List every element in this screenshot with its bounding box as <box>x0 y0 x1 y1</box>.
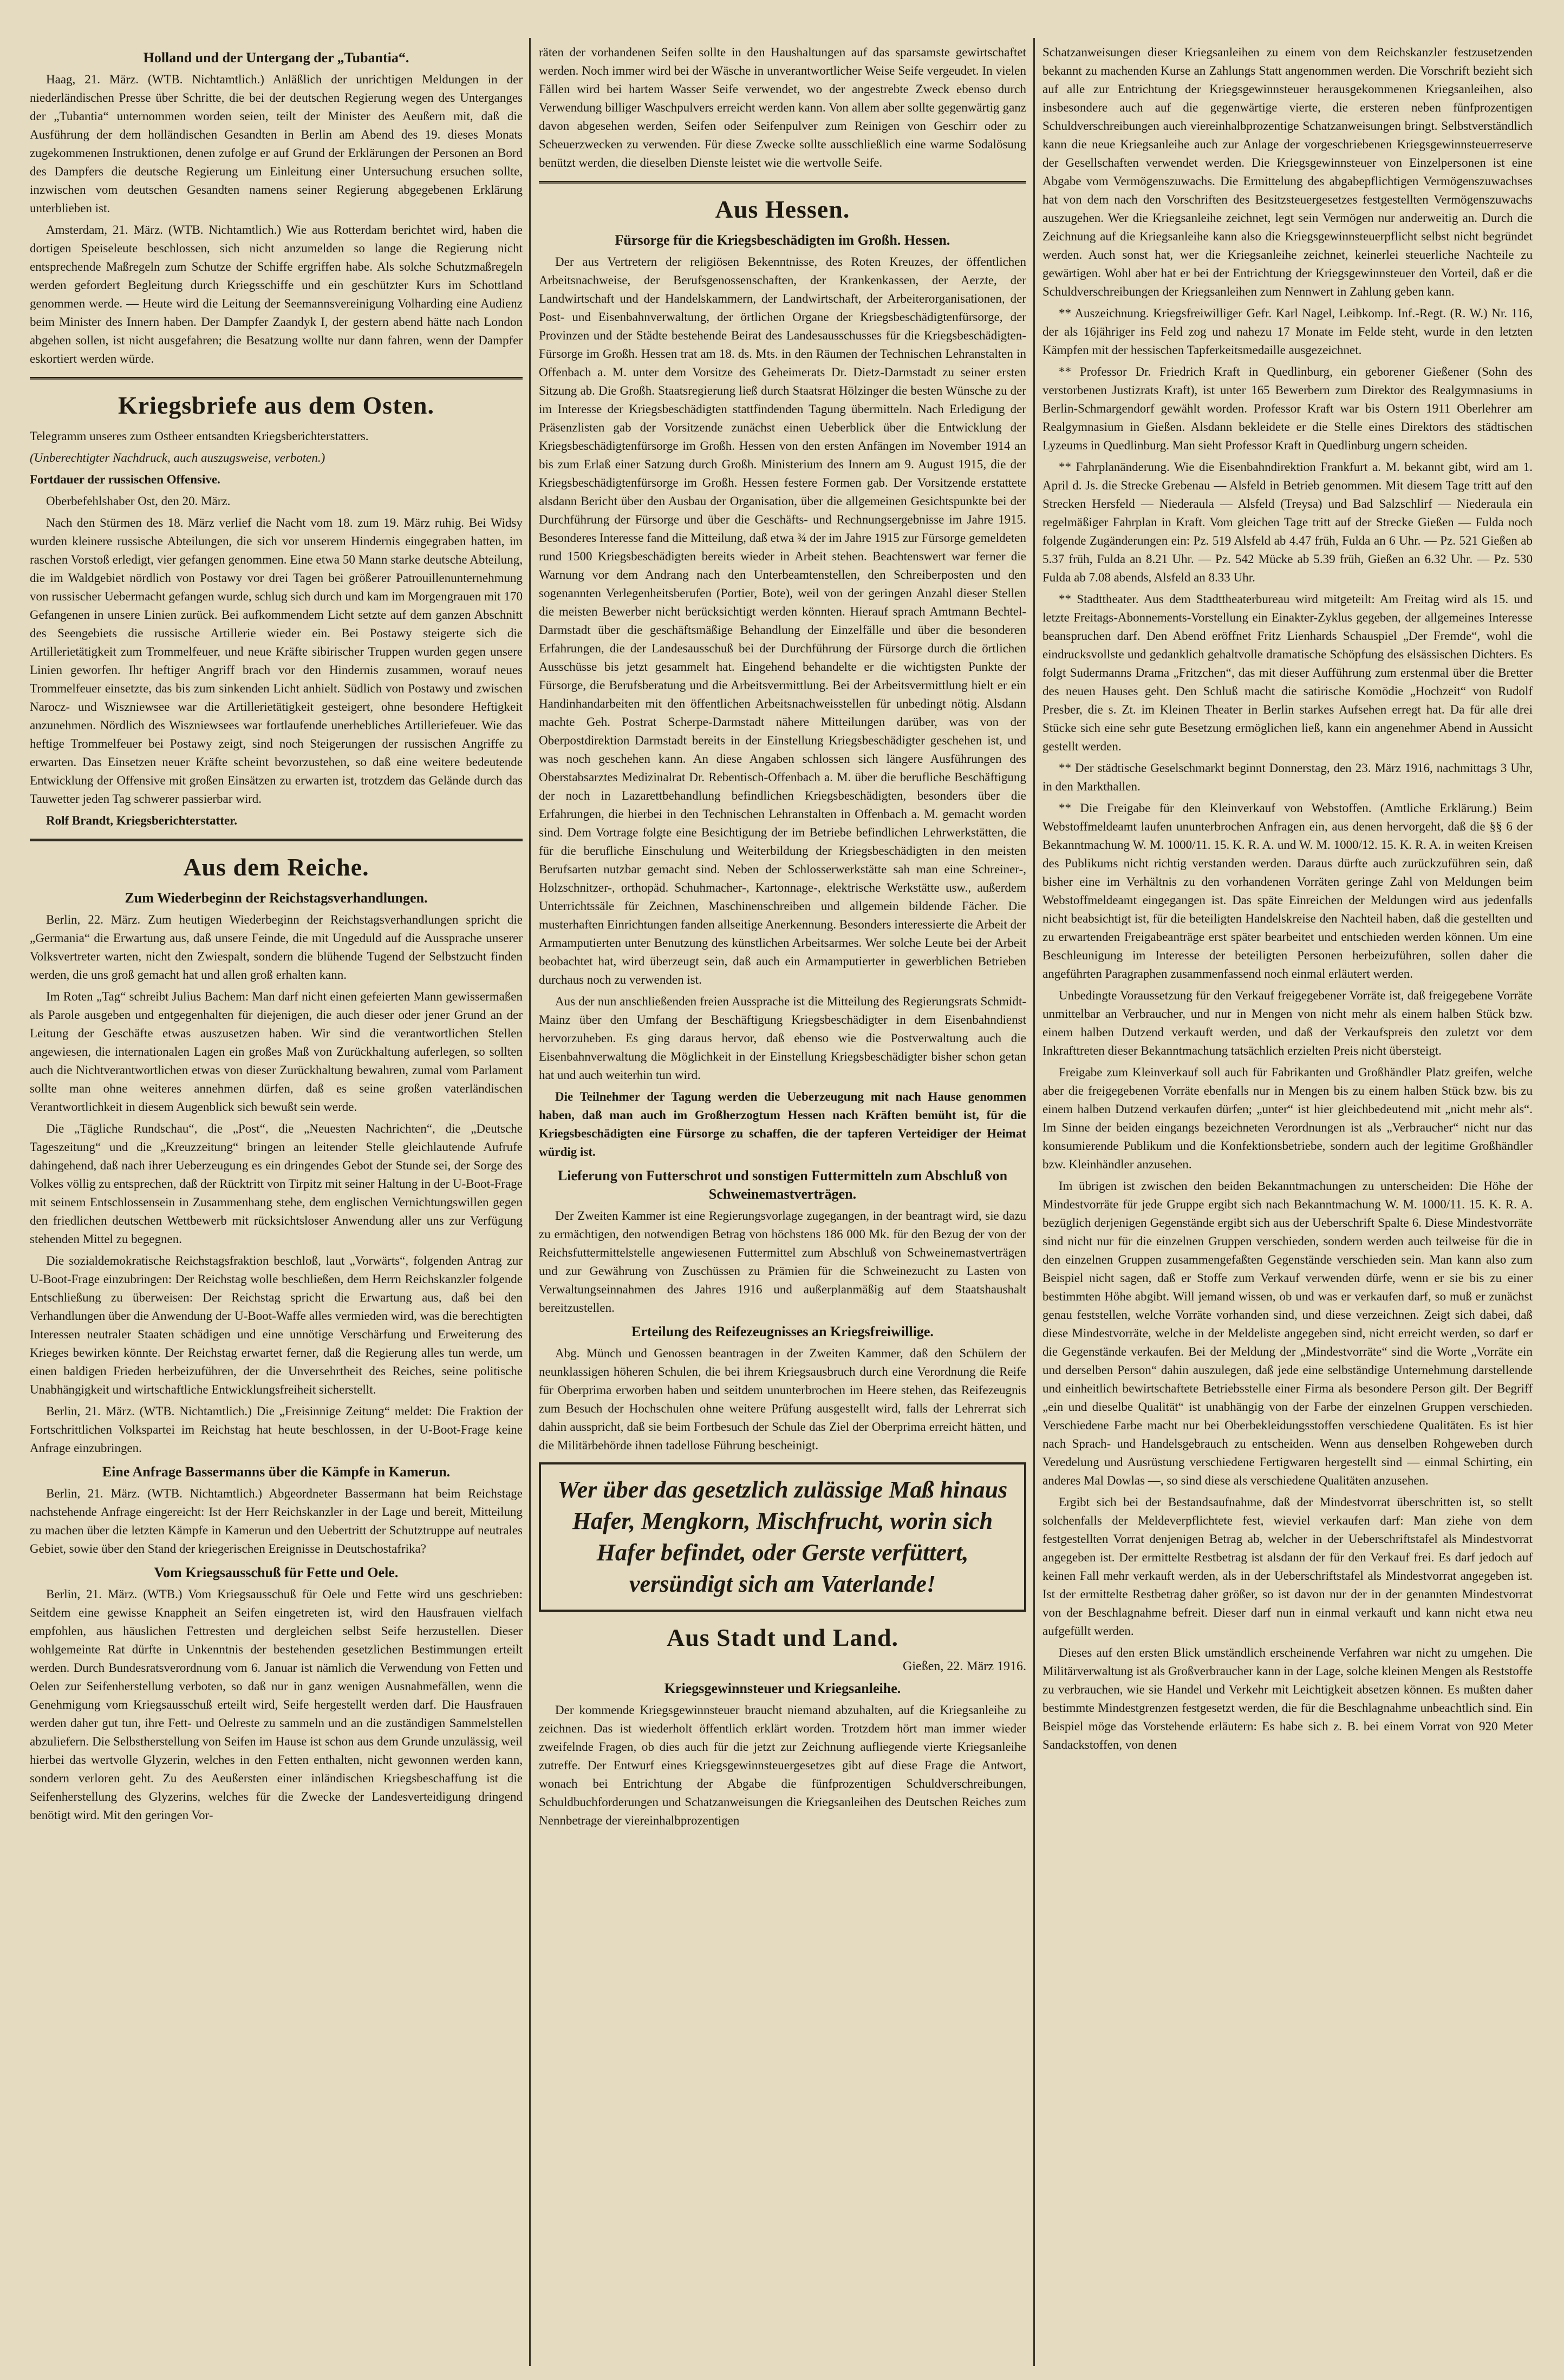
subheading: Eine Anfrage Bassermanns über die Kämpfe in Kamerun. <box>102 1464 451 1480</box>
article-paragraph: Haag, 21. März. (WTB. Nichtamtlich.) Anläßlich der unrichtigen Meldungen in der niederländischen Presse über Schritte, die bei der deutschen Regierung wegen des Unterganges der „Tubantia“ unternommen worden seien, teilt der Minister des Aeußern mit, daß die Ausführung der dem holländischen Gesandten in Berlin am Abend des 19. dieses Monats zugekommenen Instruktionen, denen zufolge er auf Grund der Erklärungen der Personen an Bord des Dampfers die deutsche Regierung um Einleitung einer Untersuchung ersuchen sollte, inzwischen vom deutschen Gesandten namens seiner Regierung abgegebenen Erklärung unterblieben ist. <box>30 73 523 215</box>
news-item: Im übrigen ist zwischen den beiden Bekanntmachungen zu unterscheiden: Die Höhe der Mindestvorräte für jede Gruppe ergibt sich nach Bekanntmachung W. M. 1000/11. 15. K. R. A. bezüglich derjenigen Gegenstände ergibt sich aus der Ueberschrift Spalte 6. Diese Mindestvorräte sind nicht nur für die einzelnen Gruppen verschieden, sondern werden auch teilweise für die in den einzelnen Gruppen zusammengefaßten Gegenstände verschieden sein. Man kann also zum Beispiel nicht sagen, daß er Stoffe zum Verkauf verwenden dürfe, wenn er sie bis zu einer bestimmten Höhe abgibt. Will jemand wissen, ob und was er verkaufen darf, so muß er zunächst genau feststellen, welche Vorräte vorhanden sind, und diese verzeichnen. Zeigt sich dabei, daß diese Mindestvorräte, welche in der Meldeliste angegeben sind, nicht erreicht werden, so darf er die Gegenstände verkaufen. Bei der Meldung der „Mindestvorräte“ sind die Worte „Vorräte ein und derselben Person“ dahin auszulegen, daß jede eine selbständige Unternehmung darstellende und einheitlich bewirtschaftete Betriebsstelle einer Firma als besondere Person gilt. Der Begriff „ein und dieselbe Qualität“ ist unabhängig von der Farbe der einzelnen Gruppen verschieden. Verschiedene Farbe macht nur bei Oberbekleidungsstoffen verschiedene Qualitäten. Es ist hier nach Sprach- und Handelsgebrauch zu entscheiden. Wenn aus denselben Rohgeweben durch Veredelung und Ausrüstung verschiedene Fertigwaren hergestellt sind — einmal Schirting, ein anderes Mal Dowlas —, so sind diese als verschiedene Qualitäten anzusehen. <box>1042 1179 1533 1487</box>
subheading: Fürsorge für die Kriegsbeschädigten im Großh. Hessen. <box>615 232 950 248</box>
article-paragraph: Berlin, 21. März. (WTB.) Vom Kriegsausschuß für Oele und Fette wird uns geschrieben: Seitdem eine gewisse Knappheit an Seifen eingetreten ist, wird den Hausfrauen vielfach empfohlen, aus häuslichen Fettresten und dergleichen selbst Seife herzustellen. Dieser wohlgemeinte Rat dürfte in Unkenntnis der bestehenden gesetzlichen Bestimmungen erteilt werden. Durch Bundesratsverordnung vom 6. Januar ist nämlich die Verwendung von Fetten und Oelen zur Seifenherstellung verboten, so daß nur in ganz wenigen Ausnahmefällen, wenn die Genehmigung vom Kriegsausschuß erteilt wird, Seife hergestellt werden darf. Die Hausfrauen werden daher gut tun, ihre Fett- und Oelreste zu sammeln und an die zuständigen Sammelstellen abzuliefern. Die Selbstherstellung von Seifen im Hause ist schon aus dem Grunde unzulässig, weil hierbei das wertvolle Glyzerin, welches in den Fetten enthalten, nicht gewonnen werden kann, sondern verloren geht. Zu des Aeußersten einer inländischen Kriegsbeschaffung ist die Seifenherstellung des Glyzerins, welches für die Zwecke der Landesverteidigung dringend benötigt wird. Mit den geringen Vor- <box>30 1587 523 1822</box>
article-paragraph: Die „Tägliche Rundschau“, die „Post“, die „Neuesten Nachrichten“, die „Deutsche Tageszeitung“ und die „Kreuzzeitung“ bringen an leitender Stelle gleichlautende Aufrufe dahingehend, daß nach ihrer Ueberzeugung es ein dringendes Gebot der Stunde sei, der Sorge des Volkes völlig zu entsprechen, daß der Rücktritt von Tirpitz mit seiner Haltung in der U-Boot-Frage mit seinem Entschlossensein in Zusammenhang stehe, dem englischen Vernichtungswillen gegen den friedlichen deutschen Wettbewerb mit rücksichtsloser Anwendung aller uns zur Verfügung stehenden Mittel zu begegnen. <box>30 1122 523 1246</box>
subheading: Lieferung von Futterschrot und sonstigen Futtermitteln zum Abschluß von Schweinemastverträgen. <box>557 1168 1008 1202</box>
article-paragraph: Schatzanweisungen dieser Kriegsanleihen zu einem von dem Reichskanzler festzusetzenden bekannt zu machenden Kurse an Zahlungs Statt angenommen werden. Die Vorschrift bezieht sich auf alle zur Entrichtung der Kriegsgewinnsteuer herausgekommenen Kriegsanleihen, also insbesondere auch auf die gegenwärtige vierte, die ersteren neben fünfprozentigen Schuldverschreibungen auch viereinhalbprozentige Schatzanweisungen bringt. Selbstverständlich kann die neue Kriegsanleihe auch zur Anlage der vorgeschriebenen Kriegsgewinnsteuerreserve der Gesellschaften verwendet werden. Die Kriegsgewinnsteuer von Einzelpersonen ist eine Abgabe vom Vermögenszuwachs. Die Ermittelung des abgabepflichtigen Vermögenszuwachses hat von dem nach den Vorschriften des Besitzsteuergesetzes festgestellten Vermögenszuwachs auszugehen. Wer die Kriegsanleihe zeichnet, legt sein Vermögen nur anderweitig an. Durch die Zeichnung auf die Kriegsanleihe kann also die Kriegsgewinnsteuerpflicht selbst nicht begründet werden. Auch sonst hat, wer die Kriegsanleihe zeichnet, keinerlei steuerliche Nachteile zu gewärtigen. Wohl aber hat er bei der Entrichtung der Kriegsgewinnsteuer den Vorteil, daß er die Schuldverschreibungen der Kriegsanleihen zum Nennwert in Zahlung geben kann. <box>1042 45 1533 298</box>
section-divider <box>30 839 523 841</box>
news-item: ** Auszeichnung. Kriegsfreiwilliger Gefr. Karl Nagel, Leibkomp. Inf.-Regt. (R. W.) Nr. 116, der als 16jähriger ins Feld zog und nahezu 17 Monate im Felde steht, wurde in den letzten Kämpfen mit der hessischen Tapferkeitsmedaille ausgezeichnet. <box>1042 306 1533 357</box>
article-paragraph: Abg. Münch und Genossen beantragen in der Zweiten Kammer, daß den Schülern der neunklassigen höheren Schulen, die bei ihrem Kriegsausbruch durch eine Verordnung die Reife für Oberprima erworben haben und seitdem ununterbrochen im Heere stehen, das Reifezeugnis zum Besuch der Hochschulen ohne weitere Prüfung ausgestellt wird, falls der Lehrerrat sich dahin ausspricht, daß sie beim Fortbesuch der Schule das Ziel der Oberprima erreicht hätten, und die Militärbehörde ihnen tadellose Führung bescheinigt. <box>539 1346 1026 1452</box>
column-3 <box>1042 43 1533 2366</box>
article-paragraph: Nach den Stürmen des 18. März verlief die Nacht vom 18. zum 19. März ruhig. Bei Widsy wurden kleinere russische Abteilungen, die sich vor unserem Hindernis eingegraben hatten, im raschen Vorstoß erledigt, vier gefangen genommen. Eine etwa 50 Mann starke deutsche Abteilung, die im Waldgebiet nördlich von Postawy vor drei Tagen bei größerer Patrouillenunternehmung von russischer Uebermacht gefangen wurde, schlug sich durch und kam im Morgengrauen mit 170 Gefangenen in unsere Linien zurück. Bei aufkommendem Licht setzte auf dem ganzen Abschnitt des Seengebiets die russische Artillerie wieder ein. Bei Postawy steigerte sich die Artillerietätigkeit zum Trommelfeuer, und neue Kräfte sibirischer Truppen wurden gegen unsere Linien geworfen. Ihr heftiger Angriff brach vor den Hindernis zusammen, worauf neues Trommelfeuer einsetzte, das bis zum sinkenden Licht anhielt. Südlich von Postawy und zwischen Narocz- und Wiszniewsee war die Artillerietätigkeit gesteigert, ohne besondere Heftigkeit anzunehmen. Nördlich des Wiszniewsees war fortlaufende unerhebliches Artilleriefeuer. Wie das heftige Trommelfeuer bei Postawy zeigt, sind noch Steigerungen der russischen Angriffe zu erwarten. Das Einsetzen neuer Kräfte scheint bevorzustehen, so daß eine weitere bedeutende Entwicklung der Offensive mit großen Einsätzen zu erwarten ist, trotzdem das Gelände durch das Tauwetter jeden Tag schwerer passierbar wird. <box>30 516 523 806</box>
article-paragraph: räten der vorhandenen Seifen sollte in den Haushaltungen auf das sparsamste gewirtschaftet werden. Noch immer wird bei der Wäsche in unverantwortlicher Weise Seife vergeudet. In vielen Fällen wird bei hartem Wasser Seife verwendet, wo der angestrebte Zweck ebenso durch Verwendung billiger Waschpulvers erreicht werden kann. Von allem aber sollte gegenwärtig ganz davon abgesehen werden, Seifen oder Seifenpulver zum Reinigen von Geschirr oder zu Scheuerzwecken zu verwenden. Für diese Zwecke sollte ausschließlich eine warme Sodalösung benützt werden, die dieselben Dienste leistet wie die wertvolle Seife. <box>539 45 1026 169</box>
article-paragraph: Der Zweiten Kammer ist eine Regierungsvorlage zugegangen, in der beantragt wird, sie dazu zu ermächtigen, den notwendigen Betrag von höchstens 186 000 Mk. für den Bezug der von der Reichsfuttermittelstelle angewiesenen Futtermittel zum Abschluß von Schweinemastverträgen und zur Gewährung von Zuschüssen zu Prämien für die Schweinezucht zu Lasten von Verwaltungseinnahmen des Jahres 1916 und außerplanmäßig auf dem Staatshaushalt bereitzustellen. <box>539 1209 1026 1315</box>
column-2 <box>539 43 1026 2366</box>
boxed-notice: Wer über das gesetzlich zulässige Maß hinaus Hafer, Mengkorn, Mischfrucht, worin sich Hafer befindet, oder Gerste verfüttert, versündigt sich am Vaterlande! <box>539 1462 1026 1612</box>
news-item: Ergibt sich bei der Bestandsaufnahme, daß der Mindestvorrat überschritten ist, so stellt solchenfalls der Meldeverpflichtete fest, wieviel verkaufen darf: Man ziehe von dem festgestellten Vorrat denjenigen Betrag ab, welcher in der Ueberschriftstafel als Mindestvorrat angegeben ist. Der ermittelte Restbetrag ist alsdann der für den Verkauf frei. Es darf jedoch auf keinen Fall mehr verkauft werden, als in der Ueberschriftstafel als Mindestvorrat angegeben ist. Ist der ermittelte Restbetrag daher größer, so ist davon nur der in der genannten Mindestvorrat von der Beschlagnahme befreit. Dieser darf nun in einmal verkauft und kann nicht etwa neu aufgefüllt werden. <box>1042 1495 1533 1638</box>
news-item: ** Professor Dr. Friedrich Kraft in Quedlinburg, ein geborener Gießener (Sohn des verstorbenen Justizrats Kraft), ist unter 165 Bewerbern zum Direktor des Realgymnasiums in Berlin-Schmargendorf gewählt worden. Professor Kraft war bis Ostern 1911 Oberlehrer am Realgymnasium in Gießen. Alsdann bekleidete er die Stelle eines Direktors des städtischen Lyzeums in Quedlinburg. Man sieht Professor Kraft in Quedlinburg ungern scheiden. <box>1042 365 1533 452</box>
article-paragraph: Der kommende Kriegsgewinnsteuer braucht niemand abzuhalten, auf die Kriegsanleihe zu zeichnen. Das ist wiederholt öffentlich erklärt worden. Trotzdem hört man immer wieder zweifelnde Fragen, ob dies auch für die jetzt zur Zeichnung aufliegende vierte Kriegsanleihe zutreffe. Der Entwurf eines Kriegsgewinnsteuergesetzes gibt auf diese Frage die Antwort, wonach bei Entrichtung der Abgabe die fünfprozentigen Schuldverschreibungen, Schuldbuchforderungen und Schatzanweisungen die Kriegsanleihen des Deutschen Reiches zum Nennbetrage der viereinhalbprozentigen <box>539 1703 1026 1827</box>
subheading: (Unberechtigter Nachdruck, auch auszugsweise, verboten.) <box>30 451 325 465</box>
news-item: ** Stadttheater. Aus dem Stadttheaterbureau wird mitgeteilt: Am Freitag wird als 15. und letzte Freitags-Abonnements-Vorstellung ein Einakter-Zyklus gegeben, der allgemeines Interesse beanspruchen darf. Den Abend eröffnet Fritz Lienhards Schauspiel „Der Fremde“, wohl die eindrucksvollste und gedanklich gehaltvolle dramatische Schöpfung des elsässischen Dichters. Es folgt Sudermanns Drama „Fritzchen“, das mit dieser Aufführung zum erstenmal über die Bretter des neuen Hauses geht. Den Schluß macht die satirische Komödie „Hochzeit“ von Rudolf Presber, die s. Zt. im Kleinen Theater in Berlin starkes Aufsehen erregt hat. Da für alle drei Stücke sich eine sehr gute Besetzung ermöglichen ließ, kann ein angenehmer Abend in Aussicht gestellt werden. <box>1042 592 1533 753</box>
article-heading-holland: Holland und der Untergang der „Tubantia“. <box>143 50 409 66</box>
article-paragraph: Amsterdam, 21. März. (WTB. Nichtamtlich.) Wie aus Rotterdam berichtet wird, haben die dortigen Speiseleute beschlossen, sich nicht anzumelden so lange die Regierung nicht entsprechende Maßregeln zum Schutze der Schiffe ergriffen habe. Als solche Schutzmaßregeln werden gefordert Begleitung durch Kriegsschiffe und ein geschützter Kurs im Schottland genommen werde. — Heute wird die Leitung der Seemannsvereinigung Volharding eine Audienz beim Minister des Innern haben. Der Dampfer Zaandyk I, der gestern abend hätte nach London abgehen sollen, ist nicht ausgefahren; die Besatzung wollte nur dann fahren, wenn der Dampfer eskortiert werden würde. <box>30 223 523 365</box>
subheading: Vom Kriegsausschuß für Fette und Oele. <box>154 1565 399 1580</box>
article-paragraph: Berlin, 22. März. Zum heutigen Wiederbeginn der Reichstagsverhandlungen spricht die „Germania“ die Erwartung aus, daß unsere Feinde, die mit Ungeduld auf die Aussprache unserer Volksvertreter warten, nicht den Zwiespalt, sondern die blühende Tugend der Selbstzucht finden werden, die uns groß gemacht hat und allen groß erhalten kann. <box>30 913 523 982</box>
subheading: Fortdauer der russischen Offensive. <box>30 473 220 486</box>
news-item: ** Der städtische Geselschmarkt beginnt Donnerstag, den 23. März 1916, nachmittags 3 Uhr, in den Markthallen. <box>1042 761 1533 793</box>
subheading: Zum Wiederbeginn der Reichstagsverhandlungen. <box>125 890 428 906</box>
dateline: Gießen, 22. März 1916. <box>903 1659 1026 1673</box>
section-heading-hessen: Aus Hessen. <box>715 195 850 223</box>
article-paragraph: Die Teilnehmer der Tagung werden die Ueberzeugung mit nach Hause genommen haben, daß man auch im Großherzogtum Hessen nach Kräften bemüht ist, für die Kriegsbeschädigten eine Fürsorge zu schaffen, die der tapferen Verteidiger der Heimat würdig ist. <box>539 1090 1026 1159</box>
article-paragraph: Der aus Vertretern der religiösen Bekenntnisse, des Roten Kreuzes, der öffentlichen Arbeitsnachweise, der Berufsgenossenschaften, der Krankenkassen, der Aerzte, der Landwirtschaft und der Handelskammern, der Landwirtschaft, der Arbeiterorganisationen, der Post- und Eisenbahnverwaltung, der örtlichen Organe der Kriegsbeschädigtenfürsorge, der Provinzen und der Städte bestehende Beirat des Landesausschusses für die Kriegsbeschädigten-Fürsorge im Großh. Hessen trat am 18. ds. Mts. in den Räumen der Technischen Lehranstalten in Offenbach a. M. unter dem Vorsitze des Geheimerats Dr. Dietz-Darmstadt zu seiner ersten Sitzung ab. Die Großh. Staatsregierung ließ durch Staatsrat Hölzinger die besten Wünsche zu der im Interesse der Kriegsbeschädigten stattfindenden Tagung übermitteln. Nach Erledigung der Präsenzlisten gab der Vorsitzende zunächst einen Ueberblick über die Entwicklung der Kriegsbeschädigtenfürsorge im Großh. Hessen von den ersten Anfängen im November 1914 an bis zum Erlaß einer Satzung durch Großh. Ministerium des Innern am 9. August 1915, die der Kriegsbeschädigtenfürsorge im Großh. Hessen festere Formen gab. Der Vorsitzende erstattete alsdann Bericht über den Ausbau der Organisation, über die allgemeinen Gesichtspunkte bei der Durchführung der Fürsorge und über die Geschäfts- und Rechnungsergebnisse im Jahre 1915. Besonderes Interesse fand die Mitteilung, daß etwa ¾ der im Jahre 1915 zur Fürsorge gemeldeten rund 1500 Kriegsbeschädigten bereits wieder in Arbeit stehen. Beachtenswert war ferner die Warnung vor dem Andrang nach den Unterbeamtenstellen, den Schreiberposten und den sogenannten Verlegenheitsberufen (Portier, Bote), weil von der geringen Anzahl dieser Stellen die meisten Bewerber nicht berücksichtigt werden könnten. Hierauf sprach Amtmann Bechtel-Darmstadt über die geschäftsmäßige Behandlung der Einzelfälle und über die besonderen Erfahrungen, die der Landesausschuß bei der Durchführung der Fürsorge durch die örtlichen Ausschüsse bis jetzt gesammelt hat. Eingehend behandelte er die wichtigsten Punkte der Fürsorge, die Berufsberatung und die Arbeitsvermittlung. Bei der Arbeitsvermittlung hielt er ein Handinhandarbeiten mit den öffentlichen Arbeitsnachweisstellen für unbedingt nötig. Alsdann machte Geh. Postrat Scherpe-Darmstadt nähere Mitteilungen darüber, was von der Oberpostdirektion Darmstadt bereits in der Einstellung Kriegsbeschädigter geschehen ist, und was noch geschehen kann. An diese Angaben schlossen sich längere Ausführungen des Oberstabsarztes Medizinalrat Dr. Rebentisch-Offenbach a. M. über die berufliche Beschäftigung der noch in Lazarettbehandlung befindlichen Kriegsbeschädigten, besonders über die Erfahrungen, die hierbei in den Technischen Lehranstalten in Offenbach a. M. gemacht worden sind. Dem Vortrage folgte eine Besichtigung der im Betriebe befindlichen Lehrwerkstätten, die für die berufliche Einschulung und Weiterbildung der Kriegsbeschädigten in den meisten Berufsarten nutzbar gemacht sind. Neben der Schlosserwerkstätte sah man eine Schreiner-, Holzschnitzer-, orthopäd. Schuhmacher-, Kartonnage-, elektrische Werkstätte usw., außerdem Unterrichtssäle für Zeichnen, Maschinenschreiben und allgemein bildende Fächer. Die musterhaften Einrichtungen fanden allseitige Anerkennung. Besonders interessierte die Arbeit der Armamputierten unter Benutzung des künstlichen Arbeitsarmes. Wer solche Leute bei der Arbeit beobachtet hat, wird überzeugt sein, daß auch ein Armamputierter in gewerblichen Betrieben durchaus noch zu verwenden ist. <box>539 255 1026 986</box>
article-paragraph: Die sozialdemokratische Reichstagsfraktion beschloß, laut „Vorwärts“, folgenden Antrag zur U-Boot-Frage einzubringen: Der Reichstag wolle beschließen, dem Herrn Reichskanzler folgende Entschließung zu überweisen: Der Reichstag spricht die Erwartung aus, daß bei den Verhandlungen über die Anwendung der U-Boot-Waffe alles vermieden wird, was die berechtigten Interessen neutraler Staaten schädigen und eine unnötige Verschärfung und Erweiterung des Krieges bewirken könnte. Der Reichstag erwartet ferner, daß die Regierung alles tun werde, um einen baldigen Frieden herbeizuführen, der die Unversehrtheit des Reiches, seine politische Unabhängigkeit und wirtschaftliche Entwicklungsfreiheit sicherstellt. <box>30 1254 523 1396</box>
column-rule <box>529 38 531 2366</box>
news-item: ** Die Freigabe für den Kleinverkauf von Webstoffen. (Amtliche Erklärung.) Beim Webstoffmeldeamt laufen ununterbrochen Anfragen ein, aus denen hervorgeht, daß die §§ 6 der Bekanntmachung W. M. 1000/11. 15. K. R. A. und W. M. 1000/12. 15. K. R. A. in weiten Kreisen des Publikums nicht richtig verstanden werden. Daraus dürfte auch zurückzuführen sein, daß bisher eine im Verhältnis zu den vorhandenen Vorräten geringe Zahl von Meldungen beim Webstoffmeldeamt eingegangen ist. Das späte Einreichen der Meldungen wird aus jedenfalls nicht beabsichtigt ist, für die beteiligten Handelskreise den Nachteil haben, daß die gestellten und zu erwartenden Freigabeanträge erst später bearbeitet und entschieden werden können. Um eine Beschleunigung im Interesse der beteiligten Personen herbeizuführen, sollen daher die angeführten Paragraphen zusammenfassend noch einmal erläutert werden. <box>1042 801 1533 980</box>
news-item: Freigabe zum Kleinverkauf soll auch für Fabrikanten und Großhändler Platz greifen, welche aber die freigegebenen Vorräte ebenfalls nur in Mengen bis zu einem halben Stück bzw. bis zu einem halben Dutzend verkaufen dürfen; „unter“ ist hier gleichbedeutend mit „nicht mehr als“. Im Sinne der beiden eingangs bezeichneten Verordnungen ist als „Verbraucher“ nicht nur das konsumierende Publikum und die Konfektionsbetriebe, sondern auch der legitime Großhändler bzw. Kleinhändler anzusehen. <box>1042 1065 1533 1171</box>
news-item: Dieses auf den ersten Blick umständlich erscheinende Verfahren war nicht zu umgehen. Die Militärverwaltung ist als Großverbraucher kann in der Lage, solche kleinen Mengen als Reststoffe zu verbrauchen, wie sie Handel und Verkehr mit Leichtigkeit absetzen können. Es mußten daher bestimmte Mindestgrenzen festgesetzt werden, die für die Beschlagnahme unbeachtlich sind. Ein Beispiel möge das Vorstehende erläutern: Es habe sich z. B. bei einem Vorrat von 920 Meter Sandackstoffen, von denen <box>1042 1646 1533 1751</box>
dateline: Oberbefehlshaber Ost, den 20. März. <box>46 494 231 508</box>
news-item: Unbedingte Voraussetzung für den Verkauf freigegebener Vorräte ist, daß freigegebene Vorräte unmittelbar an Verbraucher, und nur in Mengen von nicht mehr als einem halben Stück bzw. einem halben Dutzend verkauft werden, und daß der Verkaufspreis den zuletzt vor dem Inkrafttreten dieser Bekanntmachung tatsächlich erzielten Preis nicht übersteigt. <box>1042 989 1533 1057</box>
article-paragraph: Im Roten „Tag“ schreibt Julius Bachem: Man darf nicht einen gefeierten Mann gewissermaßen als Parole ausgeben und entgegenhalten für diejenigen, die auch dieser oder jener Grund an der Leitung der Geschäfte etwas auszusetzen haben. Wir sind die verantwortlichen Stellen angewiesen, die internationalen Lagen ein großes Maß von Zurückhaltung auferlegen, so sollten auch die Nichtverantwortlichen etwas von dieser Zurückhaltung bewahren, zumal vom Parlament sollte man ohne weiteres annehmen dürfen, daß es seine großen vaterländischen Verantwortlichkeit in diesem Augenblick sich bewußt sein werde. <box>30 990 523 1114</box>
column-1 <box>30 43 523 2366</box>
subheading: Telegramm unseres zum Ostheer entsandten Kriegsberichterstatters. <box>30 429 369 443</box>
section-heading-kriegsbriefe: Kriegsbriefe aus dem Osten. <box>118 391 435 419</box>
article-paragraph: Berlin, 21. März. (WTB. Nichtamtlich.) Die „Freisinnige Zeitung“ meldet: Die Fraktion der Fortschrittlichen Volkspartei im Reichstag hat heute beschlossen, in der U-Boot-Frage keine Anfrage einzubringen. <box>30 1404 523 1455</box>
subheading: Erteilung des Reifezeugnisses an Kriegsfreiwillige. <box>631 1324 934 1339</box>
article-paragraph: Berlin, 21. März. (WTB. Nichtamtlich.) Abgeordneter Bassermann hat beim Reichstage nachstehende Anfrage eingereicht: Ist der Herr Reichskanzler in der Lage und bereit, Mitteilung zu machen über die letzten Kämpfe in Kamerun und den Uebertritt der Schutztruppe auf neutrales Gebiet, sowie über den Stand der kriegerischen Ereignisse in Deutschostafrika? <box>30 1487 523 1555</box>
column-rule <box>1033 38 1035 2366</box>
section-heading-stadt-land: Aus Stadt und Land. <box>666 1624 899 1651</box>
section-heading-reich: Aus dem Reiche. <box>183 853 369 881</box>
news-item: ** Fahrplanänderung. Wie die Eisenbahndirektion Frankfurt a. M. bekannt gibt, wird am 1. April d. Js. die Strecke Grebenau — Alsfeld in Betrieb genommen. Mit diesem Tage tritt auf den Strecken Hersfeld — Niederaula — Alsfeld (Treysa) und Bad Salzschlirf — Niederaula ein regelmäßiger Fahrplan in Kraft. Vom gleichen Tage tritt auf der Strecke Gießen — Fulda noch folgende Zugänderungen ein: Pz. 519 Alsfeld ab 4.47 früh, Fulda an 6 Uhr. — Pz. 521 Gießen ab 5.37 früh, Fulda an 8.21 Uhr. — Pz. 542 Mücke ab 5.39 früh, Gießen an 6.32 Uhr. — Pz. 530 Fulda ab 7.08 abends, Alsfeld an 8.33 Uhr. <box>1042 460 1533 584</box>
section-divider <box>539 181 1026 184</box>
subheading: Kriegsgewinnsteuer und Kriegsanleihe. <box>664 1681 901 1696</box>
article-paragraph: Aus der nun anschließenden freien Aussprache ist die Mitteilung des Regierungsrats Schmidt-Mainz über den Umfang der Beschäftigung Kriegsbeschädigter in dem Eisenbahndienst hervorzuheben. Es ging daraus hervor, daß ebenso wie die Postverwaltung auch die Eisenbahnverwaltung die Möglichkeit in der Einstellung Kriegsbeschädigter bisher schon getan hat und auch weiterhin tun wird. <box>539 995 1026 1082</box>
section-divider <box>30 377 523 380</box>
signature: Rolf Brandt, Kriegsberichterstatter. <box>46 814 238 827</box>
